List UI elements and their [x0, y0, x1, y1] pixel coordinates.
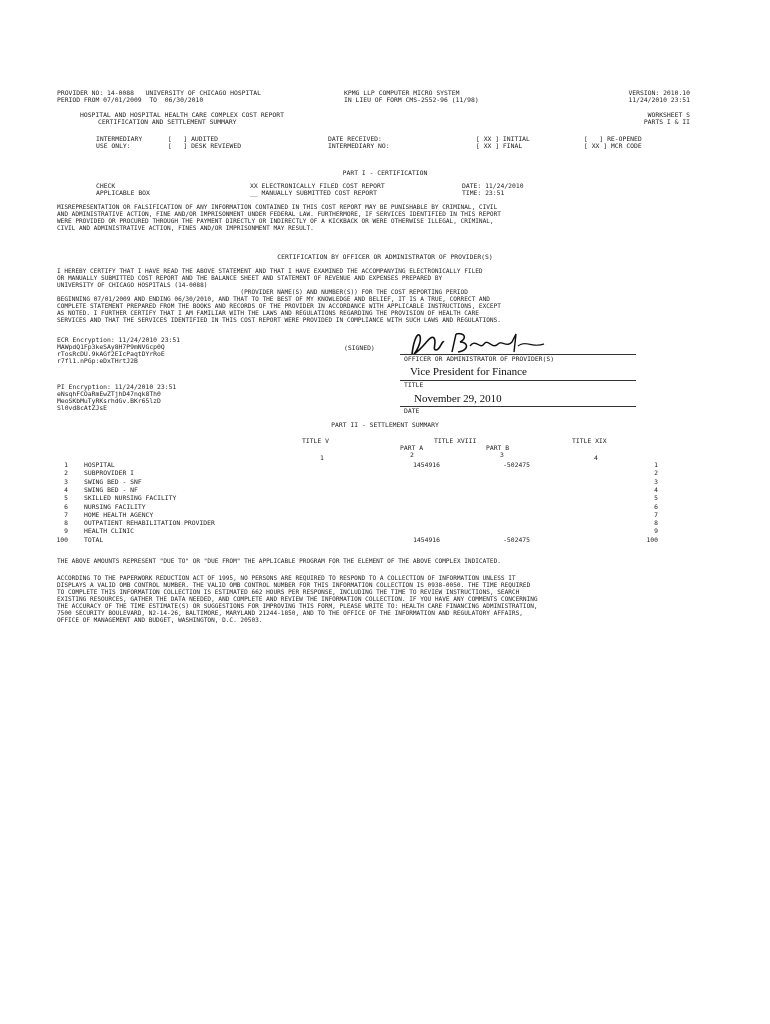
row-number: 6: [64, 502, 68, 511]
row-end-number: 2: [654, 469, 658, 478]
certification-title: CERTIFICATION BY OFFICER OR ADMINISTRATOR OF PROVIDER(S): [277, 253, 493, 261]
report-title-line-2: CERTIFICATION AND SETTLEMENT SUMMARY: [98, 118, 237, 126]
row-label: HOME HEALTH AGENCY: [84, 510, 154, 519]
row-end-number: 3: [654, 477, 658, 486]
intermediary-no-label: INTERMEDIARY NO:: [328, 142, 390, 150]
col-number-2: 2: [410, 451, 414, 459]
date-line: [400, 406, 636, 407]
electronic-filed-option: XX ELECTRONICALLY FILED COST REPORT: [250, 182, 385, 190]
reopened-checkbox: [ ] RE-OPENED: [584, 135, 642, 143]
signed-date-value: November 29, 2010: [414, 393, 502, 405]
certification-statement: I HEREBY CERTIFY THAT I HAVE READ THE ABOVE STATEMENT AND THAT I HAVE EXAMINED THE ACCOMPANYING ELECTRONICALLY FILED OR MANUALLY SUBMITTED COST REPORT AND THE BALANCE SHEET AND STATEMENT OF REVENUE AND EXPENSES PREPARED BY UNIVERSITY OF CHICAGO HOSPITALS (14-0088) (PROVIDER NAME(S) AND NUMBER(S)) FOR THE COST REPORTING PERIOD BEGINNING 07/01/2009 AND ENDING 06/30/2010, AND THAT TO THE BEST OF MY KNOWLEDGE AND BELIEF, IT IS A TRUE, CORRECT AND COMPLETE STATEMENT PREPARED FROM THE BOOKS AND RECORDS OF THE PROVIDER IN ACCORDANCE WITH APPLICABLE INSTRUCTIONS, EXCEPT AS NOTED. I FURTHER CERTIFY THAT I AM FAMILIAR WITH THE LAWS AND REGULATIONS REGARDING THE PROVISION OF HEALTH CARE SERVICES AND THAT THE SERVICES IDENTIFIED IN THIS COST REPORT WERE PROVIDED IN COMPLIANCE WITH SUCH LAWS AND REGULATIONS.: [57, 268, 501, 324]
cert-date: DATE: 11/24/2010: [462, 182, 524, 190]
row-number: 7: [64, 510, 68, 519]
audited-checkbox: [ ] AUDITED: [168, 135, 219, 143]
row-number: 1: [64, 461, 68, 469]
row-end-number: 9: [654, 527, 658, 536]
pi-encryption-line: PI Encryption: 11/24/2010 23:51: [57, 383, 177, 391]
row-label: TOTAL: [84, 535, 104, 544]
col-title-v: TITLE V: [302, 437, 329, 445]
col-part-b: PART B: [486, 444, 510, 452]
mcr-code-checkbox: [ XX ] MCR CODE: [584, 142, 642, 150]
paperwork-reduction-notice: ACCORDING TO THE PAPERWORK REDUCTION ACT OF 1995, NO PERSONS ARE REQUIRED TO RESPOND TO A COLLECTION OF INFORMATION UNLESS IT DISPLAYS A VALID OMB CONTROL NUMBER. THE VALID OMB CONTROL NUMBER FOR THIS INFORMATION COLLECTION IS 0938-0050. THE TIME REQUIRED TO COMPLETE THIS INFORMATION COLLECTION IS ESTIMATED 662 HOURS PER RESPONSE, INCLUDING THE TIME TO REVIEW INSTRUCTIONS, SEARCH EXISTING RESOURCES, GATHER THE DATA NEEDED, AND COMPLETE AND REVIEW THE INFORMATION COLLECTION. IF YOU HAVE ANY COMMENTS CONCERNING THE ACCURACY OF THE TIME ESTIMATE(S) OR SUGGESTIONS FOR IMPROVING THIS FORM, PLEASE WRITE TO: HEALTH CARE FINANCING ADMINISTRATION, 7500 SECURITY BOULEVARD, N2-14-26, BALTIMORE, MARYLAND 21244-1850, AND TO THE OFFICE OF THE INFORMATION AND REGULATORY AFFAIRS, OFFICE OF MANAGEMENT AND BUDGET, WASHINGTON, D.C. 20503.: [57, 575, 538, 624]
col-part-a: PART A: [400, 444, 424, 452]
applicable-box-label: APPLICABLE BOX: [96, 189, 150, 197]
check-label: CHECK: [96, 182, 116, 190]
part2-title: PART II - SETTLEMENT SUMMARY: [331, 421, 439, 429]
row-number: 3: [64, 477, 68, 486]
row-end-number: 5: [654, 494, 658, 503]
misrepresentation-warning: MISREPRESENTATION OR FALSIFICATION OF ANY INFORMATION CONTAINED IN THIS COST REPORT MAY BE PUNISHABLE BY CRIMINAL, CIVIL AND ADMINISTRATIVE ACTION, FINE AND/OR IMPRISONMENT UNDER FEDERAL LAW. FURTHERMORE, IF SERVICES IDENTIFIED IN THIS REPORT WERE PROVIDED OR PROCURED THROUGH THE PAYMENT DIRECTLY OR INDIRECTLY OF A KICKBACK OR WERE OTHERWISE ILLEGAL, CRIMINAL, CIVIL AND ADMINISTRATIVE ACTION, FINES AND/OR IMPRISONMENT MAY RESULT.: [57, 204, 501, 232]
officer-label: OFFICER OR ADMINISTRATOR OF PROVIDER(S): [404, 355, 555, 363]
final-checkbox: [ XX ] FINAL: [476, 142, 523, 150]
col-number-4: 4: [594, 454, 598, 462]
row-label: SWING BED - SNF: [84, 477, 142, 486]
desk-reviewed-checkbox: [ ] DESK REVIEWED: [168, 142, 242, 150]
row-number: 9: [64, 527, 68, 536]
row-part-a-amount: 1454916: [413, 535, 440, 544]
row-end-number: 4: [654, 485, 658, 494]
row-end-number: 6: [654, 502, 658, 511]
row-number: 4: [64, 485, 68, 494]
row-label: SWING BED - NF: [84, 485, 138, 494]
row-end-number: 8: [654, 519, 658, 528]
row-number: 2: [64, 469, 68, 478]
manual-submitted-option: __ MANUALLY SUBMITTED COST REPORT: [250, 189, 377, 197]
row-label: SUBPROVIDER I: [84, 469, 135, 478]
date-received-label: DATE RECEIVED:: [328, 135, 382, 143]
row-end-number: 7: [654, 510, 658, 519]
version-line: VERSION: 2010.10: [628, 89, 690, 97]
row-part-a-amount: 1454916: [413, 461, 440, 469]
row-label: OUTPATIENT REHABILITATION PROVIDER: [84, 519, 215, 528]
pi-encryption-code-2: MeoSKbMuTyRKsrhdGv.BKr65lzD: [57, 397, 161, 405]
row-number: 100: [56, 535, 68, 544]
row-number: 8: [64, 519, 68, 528]
period-line: PERIOD FROM 07/01/2009 TO 06/30/2010: [57, 96, 204, 104]
signer-title-value: Vice President for Finance: [410, 366, 527, 378]
row-label: HEALTH CLINIC: [84, 527, 135, 536]
col-number-1: 1: [320, 454, 324, 462]
pi-encryption-code-3: Sl0vd8cAtZJsE: [57, 404, 108, 412]
use-only-label: USE ONLY:: [96, 142, 131, 150]
initial-checkbox: [ XX ] INITIAL: [476, 135, 530, 143]
ecr-encryption-code-3: r7fl1.nPGp:eDxTHrtJ2B: [57, 357, 138, 365]
col-number-3: 3: [500, 451, 504, 459]
row-label: SKILLED NURSING FACILITY: [84, 494, 177, 503]
report-title-line-1: HOSPITAL AND HOSPITAL HEALTH CARE COMPLEX COST REPORT: [80, 111, 284, 119]
part1-title: PART I - CERTIFICATION: [342, 169, 428, 177]
row-part-b-amount: -502475: [503, 461, 530, 469]
worksheet-label: WORKSHEET S: [647, 111, 690, 119]
title-line: [400, 380, 636, 381]
ecr-encryption-code-2: rTosRcDU.9kAGf2EIcPaqtDYrRoE: [57, 350, 165, 358]
provider-number-line: PROVIDER NO: 14-0088 UNIVERSITY OF CHICAGO HOSPITAL: [57, 89, 261, 97]
ecr-encryption-code-1: MAWpdQ1Fp3keSAy8H7P9mNVGcp0Q: [57, 343, 165, 351]
form-line: IN LIEU OF FORM CMS-2552-96 (11/98): [344, 96, 479, 104]
software-line: KPMG LLP COMPUTER MICRO SYSTEM: [344, 89, 460, 97]
intermediary-label: INTERMEDIARY: [96, 135, 143, 143]
col-title-xix: TITLE XIX: [572, 437, 607, 445]
parts-label: PARTS I & II: [643, 118, 690, 126]
row-end-number: 100: [646, 535, 658, 544]
signed-label: (SIGNED): [344, 344, 375, 352]
row-part-b-amount: -502475: [503, 535, 530, 544]
col-title-xviii: TITLE XVIII: [434, 437, 477, 445]
row-label: HOSPITAL: [84, 461, 115, 469]
date-label: DATE: [404, 407, 420, 415]
row-end-number: 1: [654, 461, 658, 469]
row-number: 5: [64, 494, 68, 503]
row-label: NURSING FACILITY: [84, 502, 146, 511]
cert-time: TIME: 23:51: [462, 189, 505, 197]
date-time-line: 11/24/2010 23:51: [628, 96, 690, 104]
ecr-encryption-line: ECR Encryption: 11/24/2010 23:51: [57, 336, 181, 344]
pi-encryption-code-1: eNsqhFCOaRmEwZTjhD47nqk8Th0: [57, 390, 161, 398]
settlement-note: THE ABOVE AMOUNTS REPRESENT "DUE TO" OR "DUE FROM" THE APPLICABLE PROGRAM FOR THE ELEMENT OF THE ABOVE COMPLEX INDICATED.: [57, 558, 501, 565]
title-label: TITLE: [404, 381, 424, 389]
